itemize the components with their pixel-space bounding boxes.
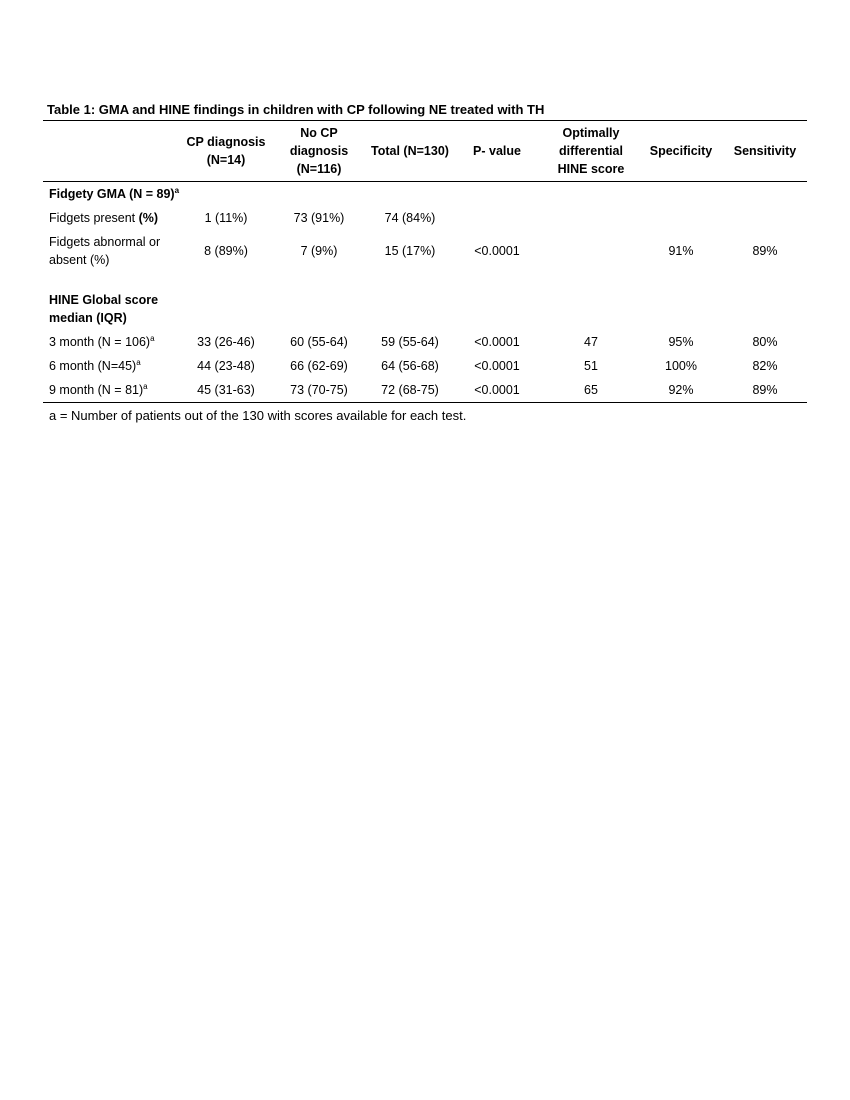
cell-nocp: 7 (9%) [300,244,338,258]
cell-cp: 44 (23-48) [197,359,255,373]
row-label: 6 month (N=45)$^a$ [49,357,141,373]
header-optimal-hine: Optimally differential HINE score [557,126,625,176]
cell-sensitivity: 80% [752,335,778,349]
cell-p-value: <0.0001 [474,335,520,349]
cell-cp: 1 (11%) [204,211,248,225]
cell-optimal [543,230,639,272]
row-label: 9 month (N = 81)$^a$ [49,381,148,397]
cell-nocp: 60 (55-64) [290,335,348,349]
cell-optimal [543,206,639,230]
table-footnote: a = Number of patients out of the 130 with scores available for each test. [49,408,467,423]
table-row [43,354,807,378]
section-label-fidgety: Fidgety GMA (N = 89)$^a$ [49,185,180,201]
cell-p-value [451,206,543,230]
cell-specificity: 100% [665,359,697,373]
cell-specificity [639,206,723,230]
cell-total: 72 (68-75) [381,383,439,397]
cell-sensitivity: 89% [752,244,778,258]
section-row-hine [43,288,807,330]
cell-nocp: 73 (70-75) [290,383,348,397]
cell-total: 15 (17%) [384,244,436,258]
cell-cp: 45 (31-63) [197,383,255,397]
section-row-fidgety [43,182,807,207]
cell-sensitivity: 82% [752,359,778,373]
document-page [43,100,807,423]
header-cp-diagnosis: CP diagnosis (N=14) [186,135,266,167]
cell-sensitivity [723,206,807,230]
header-total: Total (N=130) [371,144,449,158]
cell-nocp: 73 (91%) [293,211,345,225]
cell-total: 74 (84%) [384,211,436,225]
header-label [43,121,183,182]
cell-optimal: 51 [584,359,598,373]
row-label: Fidgets abnormal or absent (%) [49,235,161,267]
header-sensitivity: Sensitivity [733,144,797,158]
table-row [43,206,807,230]
header-specificity: Specificity [649,144,713,158]
cell-nocp: 66 (62-69) [290,359,348,373]
table-row [43,230,807,272]
cell-optimal: 47 [584,335,598,349]
header-p-value: P- value [473,144,521,158]
cell-optimal: 65 [584,383,598,397]
cell-cp: 8 (89%) [204,244,248,258]
spacer-row [43,272,807,288]
table-row [43,378,807,403]
cell-total: 59 (55-64) [381,335,439,349]
cell-specificity: 95% [668,335,694,349]
cell-sensitivity: 89% [752,383,778,397]
table-title: Table 1: GMA and HINE findings in children with CP following NE treated with TH [47,102,545,117]
cell-p-value: <0.0001 [474,383,520,397]
row-label: 3 month (N = 106)$^a$ [49,333,155,349]
cell-cp: 33 (26-46) [197,335,255,349]
cell-specificity: 92% [668,383,694,397]
cell-specificity: 91% [668,244,694,258]
cell-p-value: <0.0001 [474,244,520,258]
row-label: Fidgets present (%) [49,211,159,225]
section-label-hine: HINE Global score median (IQR) [49,293,159,325]
table-row [43,330,807,354]
header-row [43,121,807,182]
cell-total: 64 (56-68) [381,359,439,373]
header-no-cp-diagnosis: No CP diagnosis (N=116) [289,126,349,176]
cell-p-value: <0.0001 [474,359,520,373]
results-table [43,120,807,403]
